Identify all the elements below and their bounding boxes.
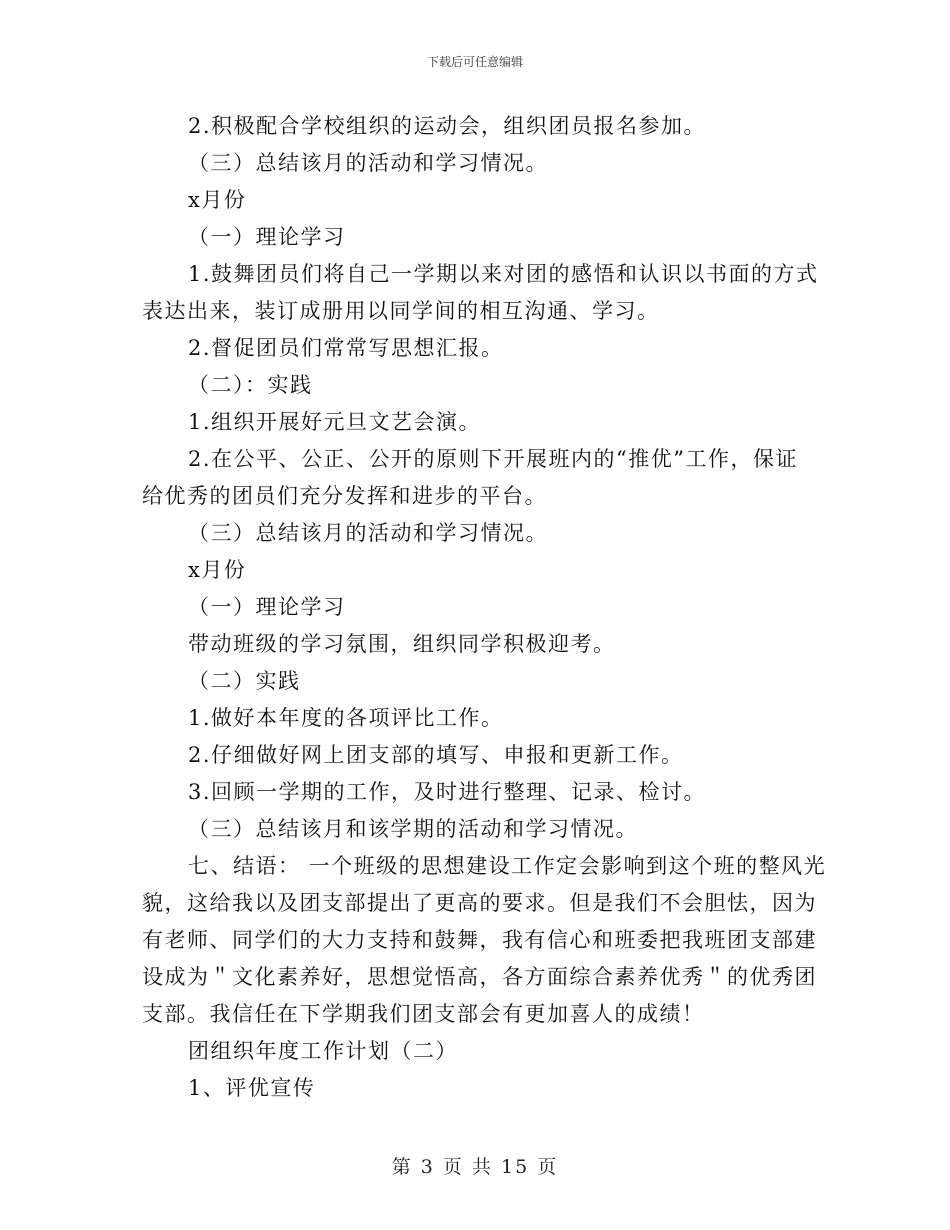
text-line: 带动班级的学习氛围，组织同学积极迎考。 (188, 632, 616, 656)
text-line: 2.督促团员们常常写思想汇报。 (188, 336, 504, 360)
text-line: 团组织年度工作计划（二） (188, 1039, 458, 1063)
text-line: （二）实践 (188, 669, 301, 693)
text-line: 1.鼓舞团员们将自己一学期以来对团的感悟和认识以书面的方式 (188, 262, 819, 286)
text-line: 2.在公平、公正、公开的原则下开展班内的“推优”工作，保证 (188, 447, 799, 471)
text-line: 设成为＂文化素养好，思想觉悟高，各方面综合素养优秀＂的优秀团 (142, 965, 817, 989)
text-line: （三）总结该月的活动和学习情况。 (188, 521, 548, 545)
text-line: 1、评优宣传 (188, 1076, 316, 1100)
text-line: x月份 (188, 188, 247, 212)
text-line: 2.仔细做好网上团支部的填写、申报和更新工作。 (188, 743, 684, 767)
text-line: 貌，这给我以及团支部提出了更高的要求。但是我们不会胆怯，因为 (142, 891, 817, 915)
text-line: （三）总结该月和该学期的活动和学习情况。 (188, 817, 638, 841)
text-line: 1.组织开展好元旦文艺会演。 (188, 410, 482, 434)
text-line: 给优秀的团员们充分发挥和进步的平台。 (142, 484, 547, 508)
text-line: 1.做好本年度的各项评比工作。 (188, 706, 504, 730)
page-header-note: 下载后可任意编辑 (426, 55, 523, 69)
text-line: 表达出来，装订成册用以同学间的相互沟通、学习。 (142, 299, 660, 323)
text-line: 2.积极配合学校组织的运动会，组织团员报名参加。 (188, 114, 707, 138)
text-line: 支部。我信任在下学期我们团支部会有更加喜人的成绩！ (142, 1002, 705, 1026)
text-line: 有老师、同学们的大力支持和鼓舞，我有信心和班委把我班团支部建 (142, 928, 817, 952)
page-number-footer: 第 3 页 共 15 页 (391, 1156, 559, 1178)
text-line: 七、结语： 一个班级的思想建设工作定会影响到这个班的整风光 (188, 854, 827, 878)
text-line: （二）：实践 (188, 373, 313, 397)
text-line: （三）总结该月的活动和学习情况。 (188, 151, 548, 175)
text-line: （一）理论学习 (188, 595, 346, 619)
text-line: （一）理论学习 (188, 225, 346, 249)
text-line: 3.回顾一学期的工作，及时进行整理、记录、检讨。 (188, 780, 707, 804)
text-line: x月份 (188, 558, 247, 582)
